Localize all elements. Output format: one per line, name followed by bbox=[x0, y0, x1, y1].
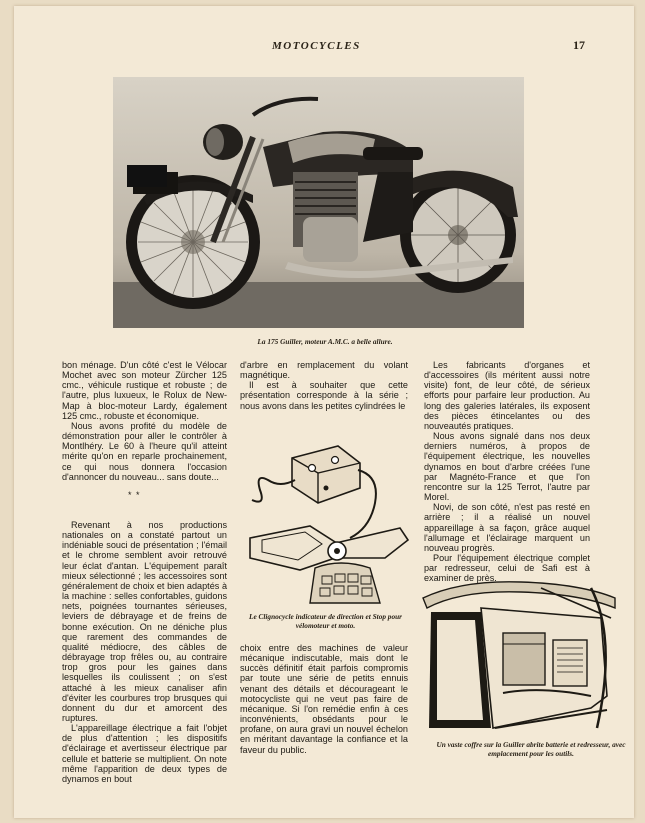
column-3 bbox=[424, 360, 590, 583]
coffre-illustration bbox=[421, 578, 617, 734]
motorcycle-photo bbox=[113, 77, 524, 328]
clignocycle-caption: Le Clignocycle indicateur de direction et Stop pour vélomoteur et moto. bbox=[248, 612, 403, 630]
page-header bbox=[0, 40, 645, 56]
paragraph: Novi, de son côté, n'est pas resté en arrière ; il a réalisé un nouvel appareillage à sa façon, grâce auquel l'allumage et l'éclairage marquent un nouveau progrès. bbox=[424, 502, 590, 553]
paragraph: choix entre des machines de valeur mécanique indiscutable, mais dont le succès définitif était parfois compromis par toute une série de petits ennuis venant des détails et décourageant le motocycliste qui ne veut pas faire de mécanique. Si l'on remédie enfin à ces inconvénients, obsédants pour le profane, on aura gravi un nouvel échelon en méritant davantage la confiance et la faveur du public. bbox=[240, 643, 408, 755]
column-2-bottom bbox=[240, 643, 408, 755]
column-1-top bbox=[62, 360, 227, 482]
clignocycle-illustration bbox=[240, 418, 410, 608]
running-title: MOTOCYCLES bbox=[272, 40, 361, 52]
paragraph: Nous avons signalé dans nos deux derniers numéros, à propos de l'équipement électrique, les nouvelles dynamos en bout d'arbre créées l'une par Magnéto-France et que l'on rencontre sur la 125 Terrot, l'autre par Morel. bbox=[424, 431, 590, 503]
paragraph: Les fabricants d'organes et d'accessoires (ils méritent aussi notre visite) font, de leur côté, de sérieux efforts pour parfaire leur production. Au long des galeries latérales, ils exposent des pièces étincelantes ou des nouveautés pratiques. bbox=[424, 360, 590, 431]
paragraph: L'appareillage électrique a fait l'objet de plus d'attention ; les dispositifs d'éclairage et avertisseur électrique par cellule et batterie se multiplient. On note même l'apparition de deux types de dynamos en bout bbox=[62, 723, 227, 784]
column-1-bottom bbox=[62, 520, 227, 784]
page-number: 17 bbox=[573, 38, 585, 52]
paragraph: Il est à souhaiter que cette présentation corresponde à la série ; nous avons dans les petites cylindrées le bbox=[240, 380, 408, 411]
paragraph: Revenant à nos productions nationales on a constaté partout un indéniable souci de présentation ; l'émail et le chrome semblent avoir retrouvé leur éclat d'antan. L'équipement paraît mieux sélectionné ; les accessoires sont généralement de choix et bien adaptés à la machine : selles confortables, guidons nets, poignées tournantes sérieuses, leviers de débrayage et de freins de bonne exécution. On ne déniche plus que rarement des commandes de qualité médiocre, des câbles de débrayage trop frêles ou, au contraire trop gros pour les gaines dans lesquelles ils coulissent ; on s'est attaché à les mieux canaliser afin d'éviter les courbures trop brusques qui donnent du dur et amorcent des ruptures. bbox=[62, 520, 227, 723]
paragraph: d'arbre en remplacement du volant magnétique. bbox=[240, 360, 408, 381]
paragraph: Nous avons profité du modèle de démonstration pour aller le contrôler à Montlhéry. Le 60 à l'heure qu'il atteint mérite qu'on en reparle prochainement, ce qui nous donnera l'occasion d'annoncer du nouveau... sans doute... bbox=[62, 420, 227, 482]
column-2-top bbox=[240, 360, 408, 411]
coffre-caption: Un vaste coffre sur la Guiller abrite batterie et redresseur, avec emplacement pour les outils. bbox=[436, 740, 626, 758]
paragraph: Pour l'équipement électrique complet par redresseur, celui de Safi est à examiner de près. bbox=[424, 552, 590, 584]
paragraph: bon ménage. D'un côté c'est le Vélocar Mochet avec son moteur Zürcher 125 cmc., véhicule rustique et robuste ; de l'autre, plus luxueux, le Rolux de New-Map à bloc-moteur Lardy, également 125 cmc., robuste et économique. bbox=[62, 360, 227, 421]
section-separator: * * bbox=[128, 490, 141, 500]
photo-caption: La 175 Guiller, moteur A.M.C. a belle allure. bbox=[257, 337, 393, 346]
plate bbox=[127, 165, 167, 187]
